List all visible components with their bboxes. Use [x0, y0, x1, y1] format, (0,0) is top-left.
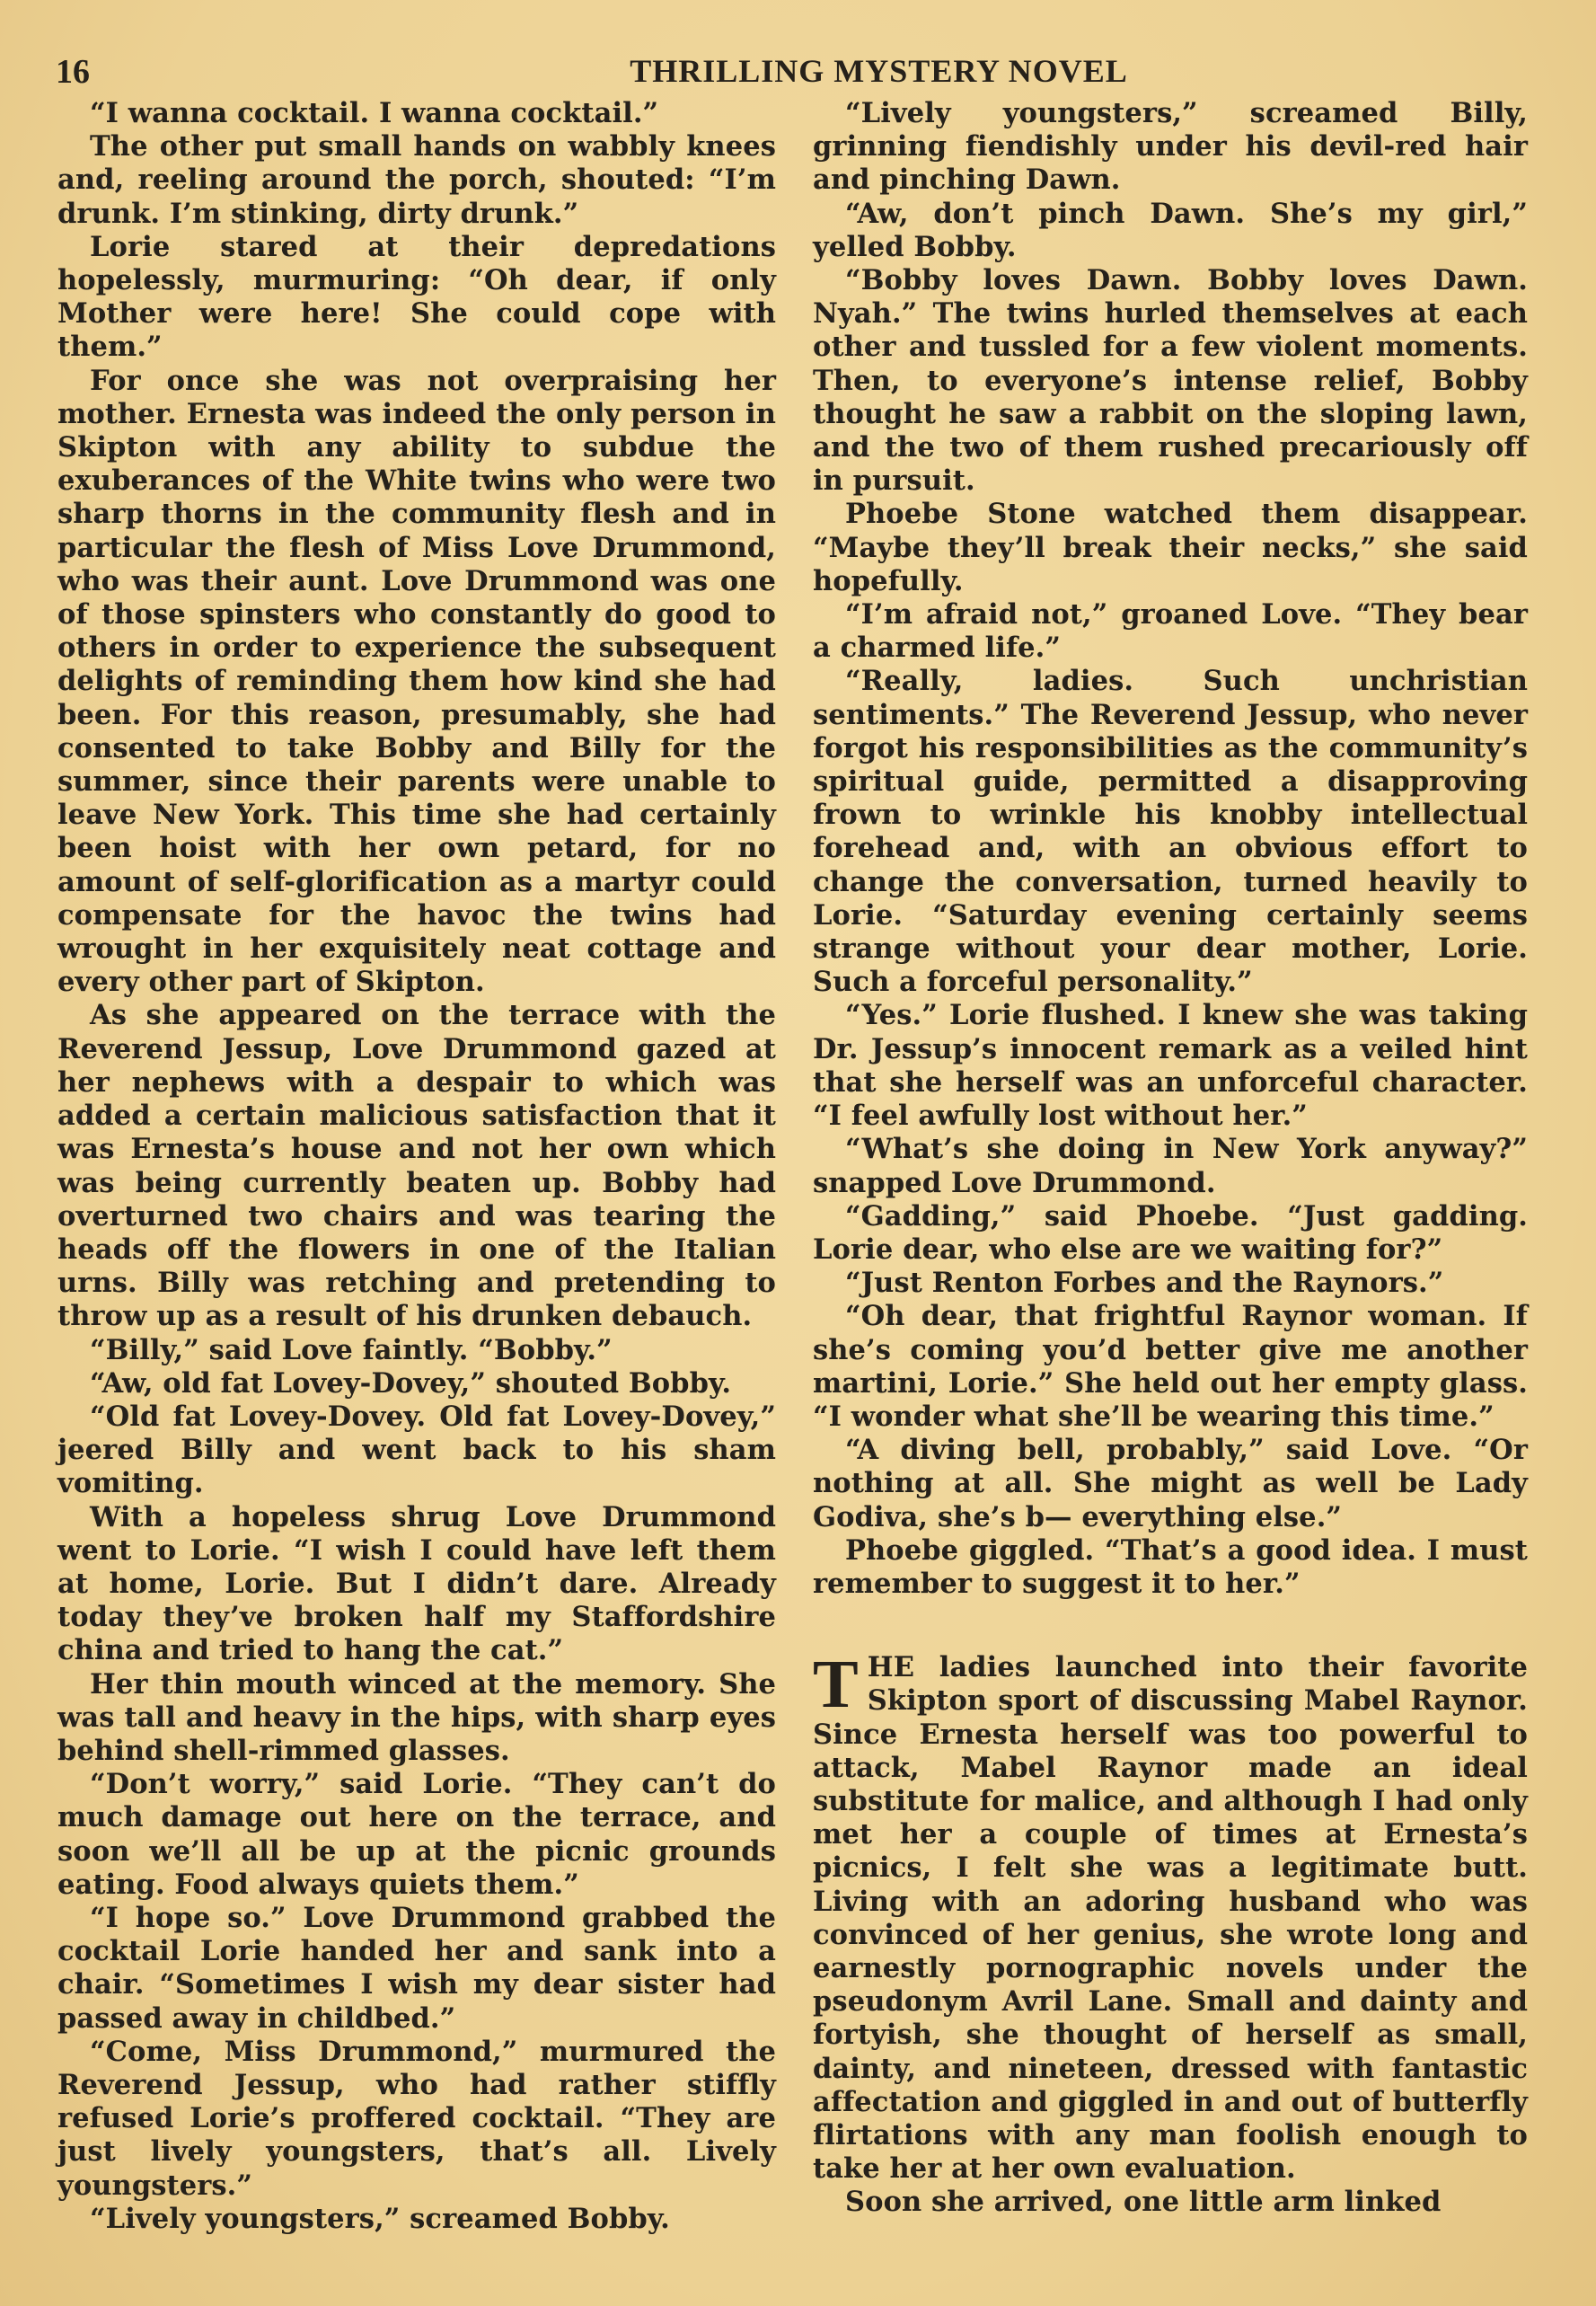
paragraph: “Billy,” said Love faintly. “Bobby.” [90, 1333, 613, 1366]
section-break [813, 1601, 1528, 1651]
paragraph: Soon she arrived, one little arm linked [845, 2186, 1442, 2219]
paragraph: “Aw, old fat Lovey-Dovey,” shouted Bobby. [90, 1366, 732, 1400]
paragraph: “Lively youngsters,” screamed Billy, grinning fiendishly under his devil-red hair and pinching Dawn. [813, 97, 1528, 197]
paragraph: “Oh dear, that frightful Raynor woman. If she’s coming you’d better give me another martini, Lorie.” She held out her empty glass. “I wonder what she’ll be wearing this time.” [813, 1300, 1528, 1433]
paragraph: “I wanna cocktail. I wanna cocktail.” [90, 97, 659, 129]
section-opening-paragraph [813, 1647, 1528, 2186]
paragraph: “Old fat Lovey-Dovey. Old fat Lovey-Dovey,” jeered Billy and went back to his sham vomiting. [57, 1400, 776, 1500]
paragraph: The other put small hands on wabbly knees and, reeling around the porch, shouted: “I’m drunk. I’m stinking, dirty drunk.” [57, 130, 776, 230]
paragraph: “I hope so.” Love Drummond grabbed the cocktail Lorie handed her and sank into a chair. “Sometimes I wish my dear sister had passed away in childbed.” [57, 1901, 776, 2035]
paragraph: As she appeared on the terrace with the Reverend Jessup, Love Drummond gazed at her nephews with a despair to which was added a certain malicious satisfaction that it was Ernesta’s house and not her own which was being currently beaten up. Bobby had overturned two chairs and was tearing the heads off the flowers in one of the Italian urns. Billy was retching and pretending to throw up as a result of his drunken debauch. [57, 999, 776, 1333]
paragraph: “A diving bell, probably,” said Love. “Or nothing at all. She might as well be Lady Godiva, she’s b— everything else.” [813, 1434, 1528, 1533]
running-title: THRILLING MYSTERY NOVEL [630, 53, 1128, 89]
paragraph: “What’s she doing in New York anyway?” snapped Love Drummond. [813, 1133, 1528, 1199]
paragraph: Phoebe Stone watched them disappear. “Maybe they’ll break their necks,” she said hopefully. [813, 498, 1528, 597]
paragraph: “Come, Miss Drummond,” murmured the Reverend Jessup, who had rather stiffly refused Lorie’s proffered cocktail. “They are just lively youngsters, that’s all. Lively youngsters.” [57, 2035, 776, 2202]
paragraph-text: HE ladies launched into their favorite Skipton sport of discussing Mabel Raynor. Since Ernesta herself was too powerful to attack, Mabel Raynor made an ideal substitute for malice, and although I had only met her a couple of times at Ernesta’s picnics, I felt she was a legitimate butt. Living with an adoring husband who was convinced of her genius, she wrote long and earnestly pornographic novels under the pseudonym Avril Lane. Small and dainty and fortyish, she thought of herself as small, dainty, and nineteen, dressed with fantastic affectation and giggled in and out of butterfly flirtations with any man foolish enough to take her at her own evaluation. [813, 1651, 1528, 2186]
drop-cap: T [813, 1647, 859, 1723]
page-header [56, 47, 1540, 99]
paragraph: For once she was not overpraising her mother. Ernesta was indeed the only person in Skipton with any ability to subdue the exuberances of the White twins who were two sharp thorns in the community flesh and in particular the flesh of Miss Love Drummond, who was their aunt. Love Drummond was one of those spinsters who constantly do good to others in order to experience the subsequent delights of reminding them how kind she had been. For this reason, presumably, she had consented to take Bobby and Billy for the summer, since their parents were unable to leave New York. This time she had certainly been hoist with her own petard, for no amount of self-glorification as a martyr could compensate for the havoc the twins had wrought in her exquisitely neat cottage and every other part of Skipton. [57, 364, 776, 999]
paragraph: “I’m afraid not,” groaned Love. “They bear a charmed life.” [813, 598, 1528, 665]
paragraph: “Really, ladies. Such unchristian sentiments.” The Reverend Jessup, who never forgot his responsibilities as the community’s spiritual guide, permitted a disapproving frown to wrinkle his knobby intellectual forehead and, with an obvious effort to change the conversation, turned heavily to Lorie. “Saturday evening certainly seems strange without your dear mother, Lorie. Such a forceful personality.” [813, 665, 1528, 999]
paragraph: “Lively youngsters,” screamed Bobby. [90, 2202, 670, 2235]
page-number: 16 [56, 53, 90, 91]
left-column [57, 97, 776, 2236]
paragraph: “Yes.” Lorie flushed. I knew she was taking Dr. Jessup’s innocent remark as a veiled hint that she herself was an unforceful character. “I feel awfully lost without her.” [813, 999, 1528, 1133]
paragraph: “Just Renton Forbes and the Raynors.” [845, 1267, 1444, 1300]
paragraph: “Don’t worry,” said Lorie. “They can’t do much damage out here on the terrace, and soon we’ll all be up at the picnic grounds eating. Food always quiets them.” [57, 1768, 776, 1901]
paragraph: With a hopeless shrug Love Drummond went to Lorie. “I wish I could have left them at home, Lorie. But I didn’t dare. Already today they’ve broken half my Staffordshire china and tried to hang the cat.” [57, 1500, 776, 1667]
paragraph: “Aw, don’t pinch Dawn. She’s my girl,” yelled Bobby. [813, 197, 1528, 263]
paragraph: Lorie stared at their depredations hopelessly, murmuring: “Oh dear, if only Mother were here! She could cope with them.” [57, 230, 776, 364]
paragraph: Her thin mouth winced at the memory. She was tall and heavy in the hips, with sharp eyes behind shell-rimmed glasses. [57, 1667, 776, 1767]
right-column [813, 97, 1528, 2220]
paragraph: Phoebe giggled. “That’s a good idea. I must remember to suggest it to her.” [813, 1533, 1528, 1600]
paragraph: “Gadding,” said Phoebe. “Just gadding. Lorie dear, who else are we waiting for?” [813, 1199, 1528, 1266]
paragraph: “Bobby loves Dawn. Bobby loves Dawn. Nyah.” The twins hurled themselves at each other and tussled for a few violent moments. Then, to everyone’s intense relief, Bobby thought he saw a rabbit on the sloping lawn, and the two of them rushed precariously off in pursuit. [813, 264, 1528, 498]
